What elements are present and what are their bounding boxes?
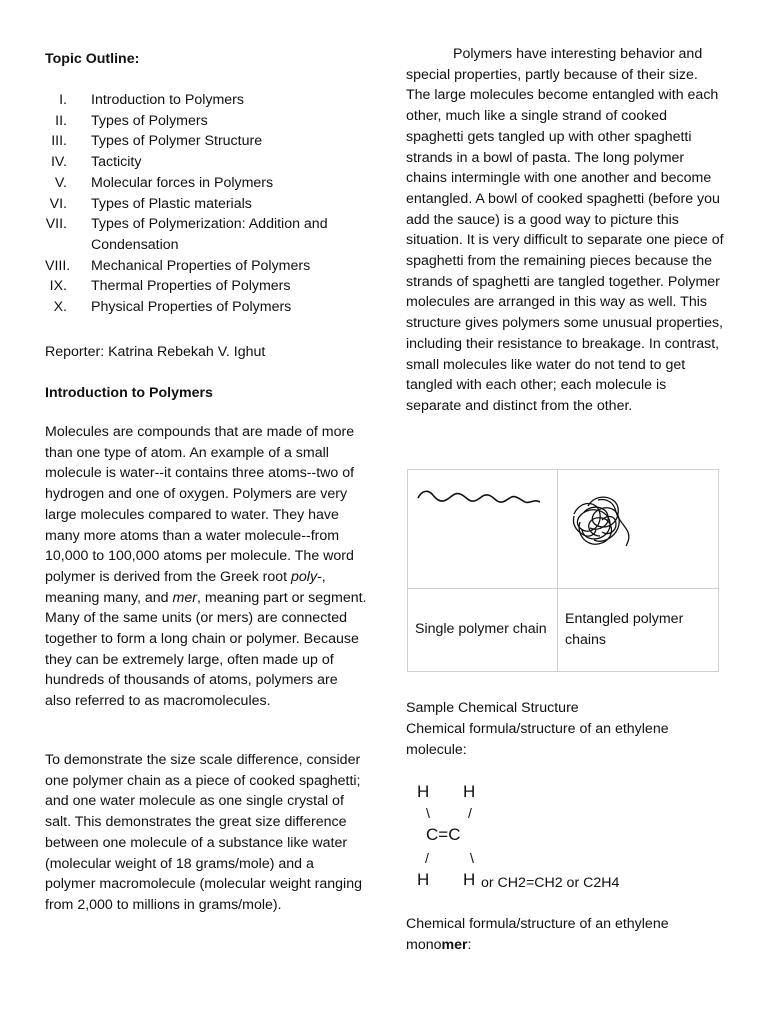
outline-item	[45, 194, 367, 215]
polymer-behavior-paragraph: Polymers have interesting behavior and special properties, partly because of their size. The large molecules become entangled with each other, much like a single strand of cooked spaghetti gets tangled up with other spaghetti strands in a bowl of pasta. The long polymer chains intermingle with one another and become entangled. A bowl of cooked spaghetti (before you add the sauce) is a good way to picture this situation. It is very difficult to separate one piece of spaghetti from the remaining pieces because the strands of spaghetti are tangled together. Polymer molecules are arranged in this way as well. This structure gives polymers some unusual properties, including their resistance to breakage. In contrast, small molecules like water do not tend to get tangled with each other; each molecule is separate and distinct from the other.	[406, 46, 724, 414]
outline-item	[45, 173, 367, 194]
intro-heading: Introduction to Polymers	[45, 385, 213, 401]
outline-item	[45, 297, 367, 318]
ethylene-molecule-caption: Chemical formula/structure of an ethylene molecule:	[406, 721, 669, 758]
outline-item	[45, 256, 367, 277]
outline-item-number: IX.	[49, 278, 67, 295]
monomer-caption-bold: mer	[441, 936, 468, 953]
outline-item-text: Types of Polymer Structure	[91, 133, 263, 150]
outline-item-number: II.	[55, 112, 67, 129]
single-polymer-chain-image	[408, 470, 557, 581]
entangled-polymer-chains-image	[558, 470, 718, 581]
intro-p1-part-a: Molecules are compounds that are made of more than one type of atom. An example of a small molecule is water--it contains three atoms--two of hydrogen and one of oxygen. Polymers are very large molecules compared to water. They have many more atoms than a water molecule--from 10,000 to 100,000 atoms per molecule. The word polymer is derived from the Greek root	[45, 424, 355, 585]
outline-item-number: VIII.	[45, 257, 71, 274]
outline-item-text: Physical Properties of Polymers	[91, 299, 292, 316]
bond-top-left: \	[426, 805, 430, 821]
hydrogen-bottom-right: H	[463, 870, 476, 889]
single-chain-image-cell	[408, 470, 558, 589]
outline-item	[45, 131, 367, 152]
intro-p1-part-c: , meaning part or segment. Many of the same units (or mers) are connected together to form a long chain or polymer. Because they can be extremely large, often made up of hundreds of thousands of atoms, polymers are also referred to as macromolecules.	[45, 589, 367, 710]
topic-outline-heading: Topic Outline:	[45, 51, 140, 67]
ethylene-monomer-caption	[406, 914, 724, 955]
outline-item-number: VI.	[49, 195, 67, 212]
outline-item-number: III.	[51, 133, 67, 150]
outline-item-text: Types of Plastic materials	[91, 195, 252, 212]
outline-item-text: Mechanical Properties of Polymers	[91, 257, 311, 274]
single-chain-caption: Single polymer chain	[408, 588, 558, 671]
entangled-chains-caption: Entangled polymer chains	[558, 588, 719, 671]
outline-item-text: Thermal Properties of Polymers	[91, 278, 291, 295]
ethylene-structure-diagram	[416, 782, 486, 894]
outline-item	[45, 111, 367, 132]
polymer-figure-table	[407, 469, 719, 672]
outline-item-number: IV.	[50, 154, 67, 171]
outline-item	[45, 90, 367, 111]
outline-item-text: Introduction to Polymers	[91, 92, 244, 108]
hydrogen-top-left: H	[417, 782, 430, 801]
ethylene-formula-text: or CH2=CH2 or C2H4	[481, 875, 620, 891]
outline-item	[45, 214, 367, 255]
intro-paragraph-2: To demonstrate the size scale difference, consider one polymer chain as a piece of cooked spaghetti; and one water molecule as one single crystal of salt. This demonstrates the great size difference between one molecule of a substance like water (molecular weight of 18 grams/mole) and a polymer macromolecule (molecular weight ranging from 2,000 to millions in grams/mole).	[45, 752, 362, 913]
monomer-caption-suffix: :	[467, 936, 472, 953]
hydrogen-top-right: H	[463, 782, 476, 801]
outline-item-text: Types of Polymers	[91, 112, 208, 129]
outline-item-number: V.	[54, 174, 67, 191]
outline-item-number: X.	[53, 299, 67, 316]
bond-top-right: /	[468, 805, 472, 821]
outline-item-text: Molecular forces in Polymers	[91, 174, 274, 191]
outline-item-text: Tacticity	[91, 154, 142, 171]
reporter-line: Reporter: Katrina Rebekah V. Ighut	[45, 344, 266, 360]
bond-bottom-right: \	[470, 850, 474, 866]
intro-p1-part-b: , meaning many, and	[45, 568, 326, 606]
outline-item	[45, 276, 367, 297]
sample-structure-heading: Sample Chemical Structure	[406, 700, 579, 716]
outline-item	[45, 152, 367, 173]
intro-p1-mer: mer	[172, 589, 197, 606]
carbon-double-bond: C=C	[426, 825, 461, 844]
entangled-chains-image-cell	[558, 470, 719, 589]
outline-item-number: I.	[59, 92, 67, 108]
intro-paragraph-1	[45, 422, 367, 712]
bond-bottom-left: /	[425, 850, 429, 866]
topic-outline-list	[45, 90, 367, 318]
outline-item-number: VII.	[45, 216, 67, 233]
intro-p1-poly: poly-	[291, 568, 322, 585]
hydrogen-bottom-left: H	[417, 870, 430, 889]
outline-item-text: Types of Polymerization: Addition and Condensation	[91, 216, 328, 253]
monomer-caption-prefix: Chemical formula/structure of an ethylene mono	[406, 916, 669, 953]
